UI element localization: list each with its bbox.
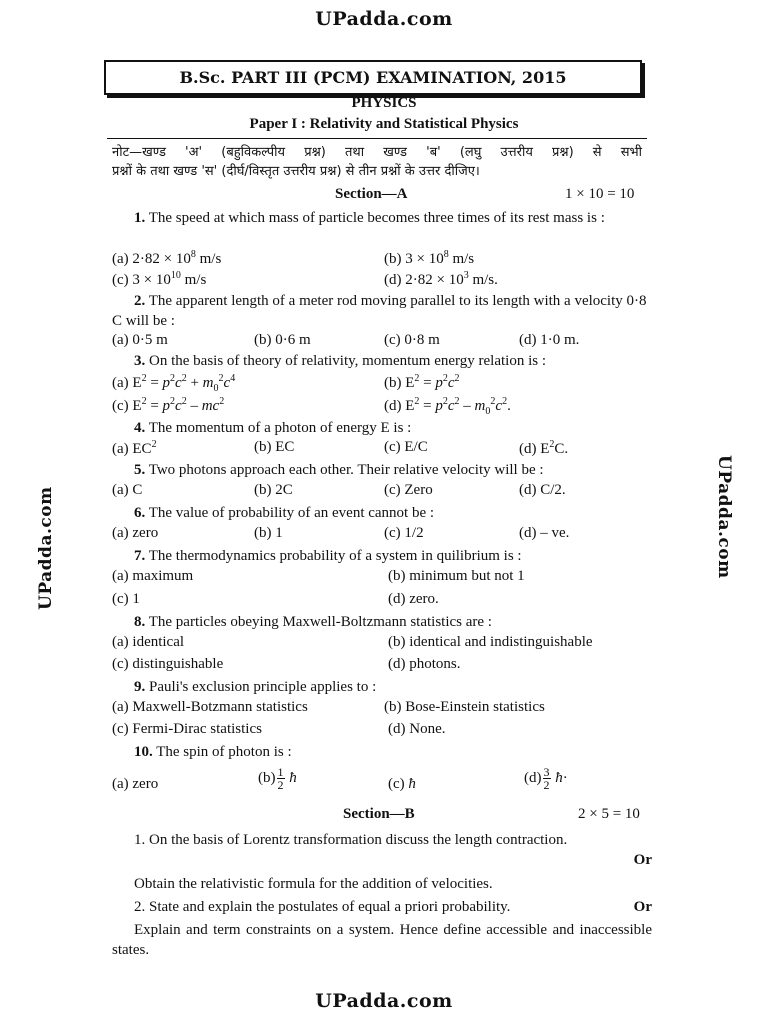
option-a10-a: (a) zero	[112, 776, 159, 792]
option-a4-c: (c) E/C	[384, 439, 428, 455]
option-a8-d: (d) photons.	[388, 656, 461, 672]
option-a2-d: (d) 1·0 m.	[519, 332, 580, 348]
option-a2-a: (a) 0·5 m	[112, 332, 168, 348]
option-a1-a: (a) $2\cdot 82 \times 10^8$ m/s	[112, 249, 222, 267]
question-b2: 2. State and explain the postulates of equal a priori probability. Or	[134, 899, 652, 915]
option-a3-b: (b) $E^2 = p^2c^2$	[384, 373, 460, 391]
option-a6-b: (b) 1	[254, 525, 283, 541]
option-a5-b: (b) 2C	[254, 482, 293, 498]
question-a8: 8. The particles obeying Maxwell-Boltzmann statistics are :	[134, 614, 492, 630]
option-a2-c: (c) 0·8 m	[384, 332, 440, 348]
or-label: Or	[633, 852, 652, 868]
option-a8-a: (a) identical	[112, 634, 185, 650]
section-a-marks: 1 × 10 = 10	[565, 186, 635, 202]
option-a9-c: (c) Fermi-Dirac statistics	[112, 721, 262, 737]
watermark-bottom: UPadda.com	[315, 990, 453, 1012]
question-a10: 10. The spin of photon is :	[134, 744, 292, 760]
option-a10-c: (c) ħ	[388, 776, 416, 792]
question-b2-alt: Explain and term constraints on a system. Hence define accessible and inaccessible states.	[112, 922, 652, 958]
option-a5-a: (a) C	[112, 482, 143, 498]
note-line-1: नोट—खण्ड 'अ' (बहुविकल्पीय प्रश्न) तथा खण्ड 'ब' (लघु उत्तरीय प्रश्न) से सभी	[112, 145, 642, 160]
question-a7: 7. The thermodynamics probability of a system in quilibrium is :	[134, 548, 522, 564]
question-a4: 4. The momentum of a photon of energy E is :	[134, 420, 412, 436]
option-a6-c: (c) 1/2	[384, 525, 424, 541]
option-a3-c: (c) $E^2 = p^2c^2 - mc^2$	[112, 396, 225, 414]
option-a3-d: (d) $E^2 = p^2c^2 - m_0^2c^2$.	[384, 396, 511, 417]
question-a1	[112, 208, 647, 228]
option-a9-a: (a) Maxwell-Botzmann statistics	[112, 699, 308, 715]
question-b1-alt: Obtain the relativistic formula for the addition of velocities.	[134, 876, 493, 892]
watermark-top: UPadda.com	[315, 8, 453, 30]
option-a9-d: (d) None.	[388, 721, 446, 737]
option-a1-c: (c) $3 \times 10^{10}$ m/s	[112, 270, 207, 288]
option-a1-d: (d) $2\cdot 82 \times 10^3$ m/s.	[384, 270, 498, 288]
option-a5-d: (d) C/2.	[519, 482, 566, 498]
header-rule	[107, 138, 647, 139]
option-a8-b: (b) identical and indistinguishable	[388, 634, 593, 650]
question-number: 1.	[134, 210, 146, 226]
watermark-left: UPadda.com	[36, 486, 56, 610]
question-a3: 3. On the basis of theory of relativity, momentum energy relation is :	[134, 353, 546, 369]
question-a9: 9. Pauli's exclusion principle applies to :	[134, 679, 377, 695]
paper-title: Paper I : Relativity and Statistical Physics	[249, 116, 519, 132]
question-a5: 5. Two photons approach each other. Their relative velocity will be :	[134, 462, 544, 478]
option-a7-d: (d) zero.	[388, 591, 439, 607]
subject-title: PHYSICS	[351, 95, 417, 111]
option-a4-b: (b) EC	[254, 439, 295, 455]
section-b-title: Section—B	[343, 806, 415, 822]
question-a2: 2. The apparent length of a meter rod moving parallel to its length with a velocity 0·8 C will be :	[112, 293, 647, 329]
option-a4-d: (d) $E^2C$.	[519, 439, 569, 457]
option-a2-b: (b) 0·6 m	[254, 332, 311, 348]
section-a-title: Section—A	[335, 186, 408, 202]
question-a6: 6. The value of probability of an event cannot be :	[134, 505, 435, 521]
exam-title: B.Sc. PART III (PCM) EXAMINATION, 2015	[104, 60, 642, 95]
question-text: The speed at which mass of particle becomes three times of its rest mass is :	[148, 210, 605, 226]
option-a8-c: (c) distinguishable	[112, 656, 224, 672]
option-a1-b: (b) $3 \times 10^8$ m/s	[384, 249, 475, 267]
option-a6-a: (a) zero	[112, 525, 159, 541]
option-a6-d: (d) – ve.	[519, 525, 570, 541]
option-a10-d: (d) $\frac{3}{2}$ ħ·	[524, 765, 568, 792]
option-a7-b: (b) minimum but not 1	[388, 568, 525, 584]
watermark-right: UPadda.com	[714, 455, 734, 579]
option-a3-a: (a) $E^2 = p^2c^2 + m_0^2c^4$	[112, 373, 236, 394]
note-line-2: प्रश्नों के तथा खण्ड 'स' (दीर्घ/विस्तृत उत्तरीय प्रश्न) से तीन प्रश्नों के उत्तर दीजिए।	[112, 164, 480, 179]
question-b1: 1. On the basis of Lorentz transformation discuss the length contraction. Or	[134, 832, 652, 868]
instructions-note	[112, 143, 642, 181]
option-a7-c: (c) 1	[112, 591, 140, 607]
section-b-marks: 2 × 5 = 10	[578, 806, 640, 822]
option-a10-b: (b) $\frac{1}{2}$ ħ	[258, 765, 297, 792]
or-label: Or	[633, 899, 652, 915]
option-a9-b: (b) Bose-Einstein statistics	[384, 699, 545, 715]
option-a5-c: (c) Zero	[384, 482, 433, 498]
option-a7-a: (a) maximum	[112, 568, 194, 584]
option-a4-a: (a) $EC^2$	[112, 439, 157, 457]
